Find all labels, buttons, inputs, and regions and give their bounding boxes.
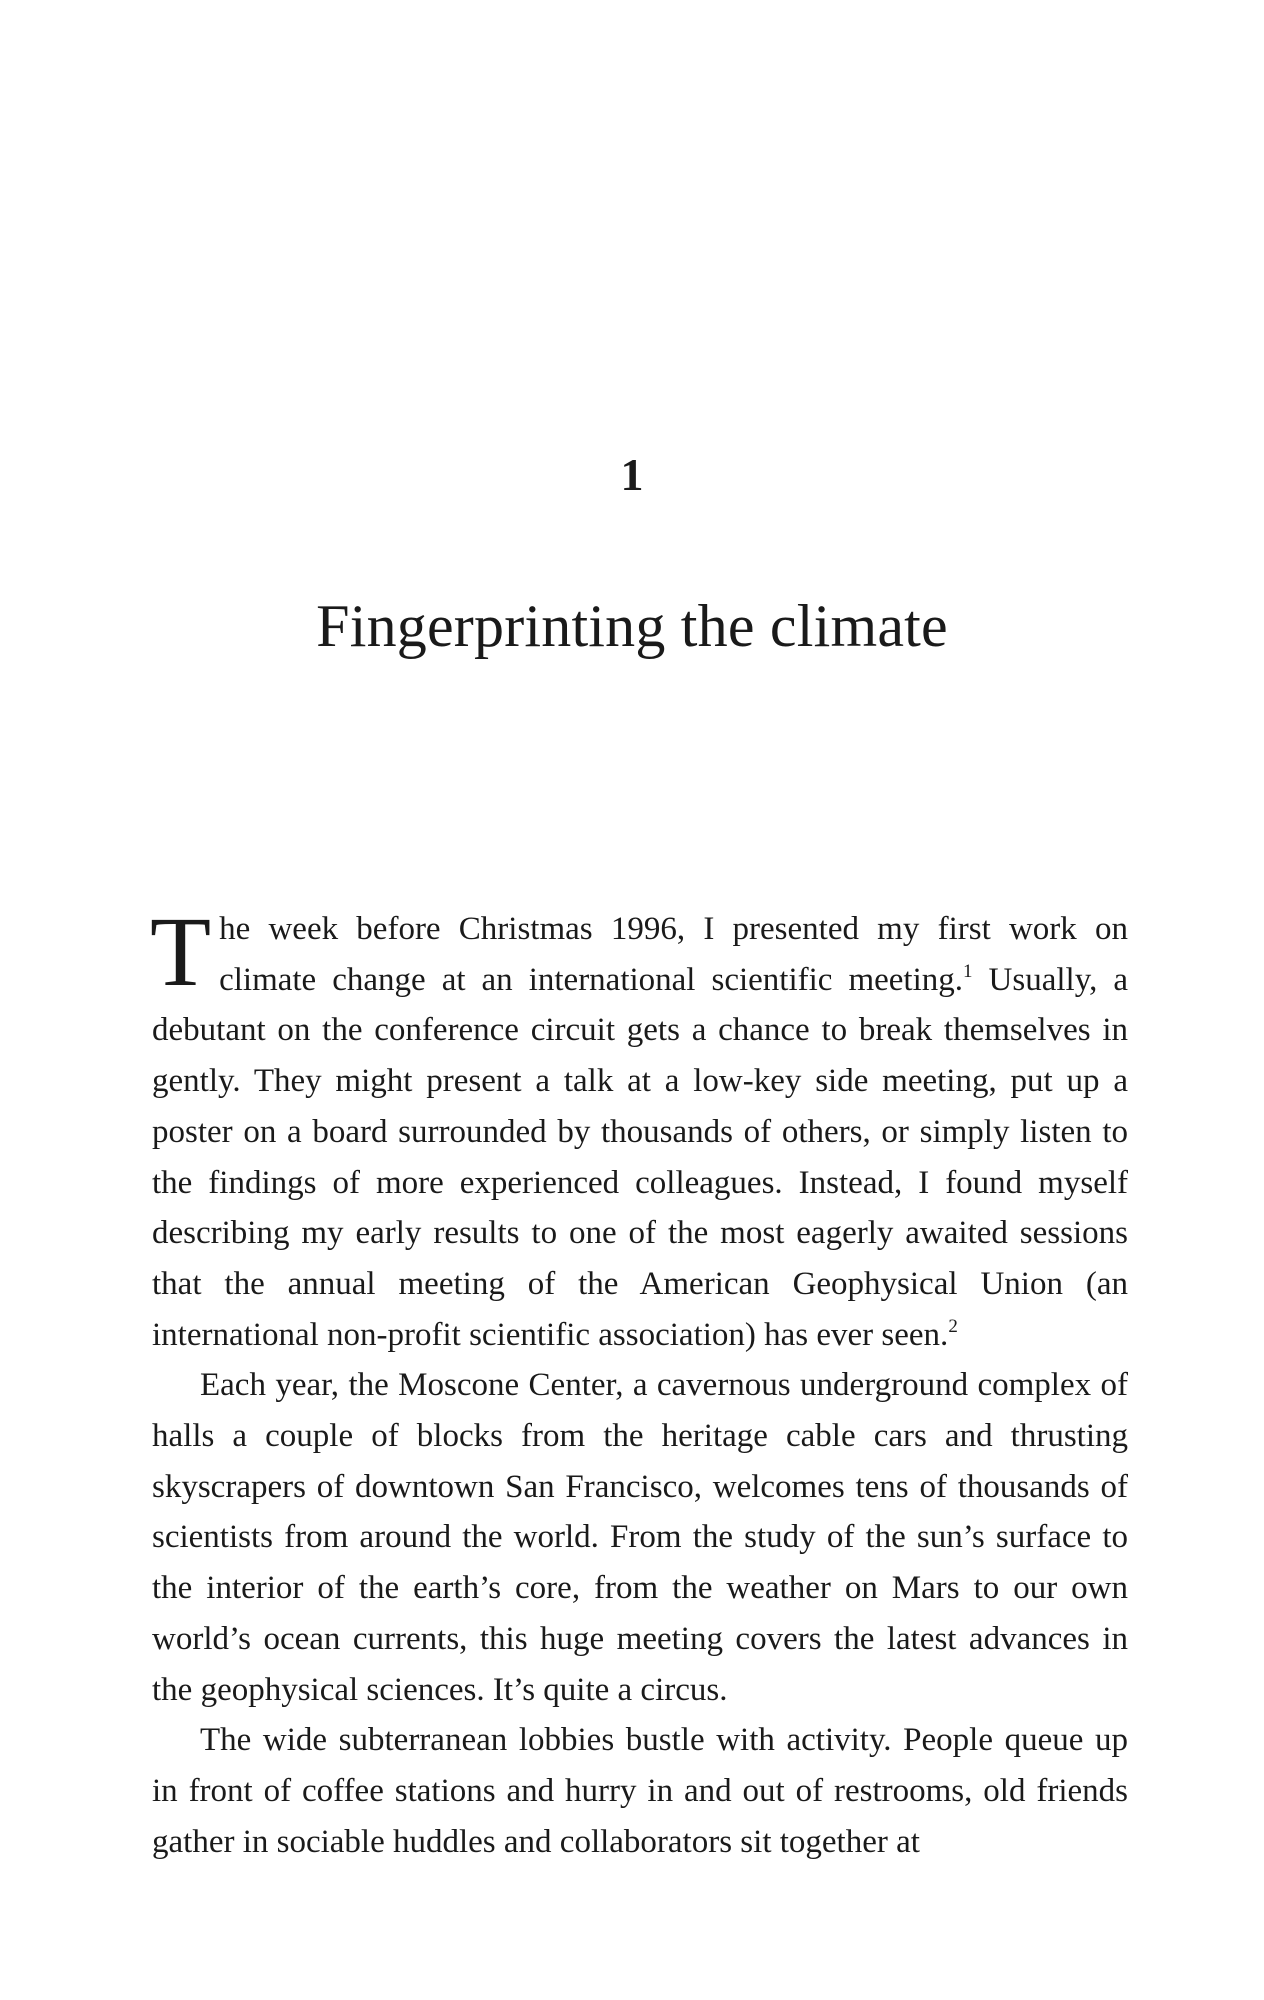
paragraph-3: The wide subterranean lobbies bustle with activity. People queue up in front of coffee stations and hurry in and out of restrooms, old friends gather in sociable huddles and collaborators sit together at [152,1722,1128,1860]
footnote-ref-2[interactable]: 2 [948,1315,958,1337]
chapter-title: Fingerprinting the climate [316,593,948,659]
paragraph-1-text-b: Usually, a debutant on the conference circuit gets a chance to break themselves in gently. They might present a talk at a low-key side meeting, put up a poster on a board surrounded by thousands of others, or simply listen to the findings of more experienced colleagues. Instead, I found myself describing my early results to one of the most eagerly awaited sessions that the annual meeting of the American Geophysical Union (an international non-profit scientific association) has ever seen. [152,961,1128,1353]
body-text [150,896,1128,1867]
paragraph-2: Each year, the Moscone Center, a cavernous underground complex of halls a couple of blocks from the heritage cable cars and thrusting skyscrapers of downtown San Francisco, welcomes tens of thousands of scientists from around the world. From the study of the sun’s surface to the interior of the earth’s core, from the weather on Mars to our own world’s ocean currents, this huge meeting covers the latest advances in the geophysical sciences. It’s quite a circus. [152,1367,1128,1708]
paragraph-1 [150,896,1128,1360]
footnote-ref-1[interactable]: 1 [963,960,973,982]
chapter-number: 1 [620,449,644,500]
drop-cap: T [150,896,212,1007]
paragraph-1-text-a: he week before Christmas 1996, I presented my first work on climate change at an international scientific meeting. [219,911,1128,998]
